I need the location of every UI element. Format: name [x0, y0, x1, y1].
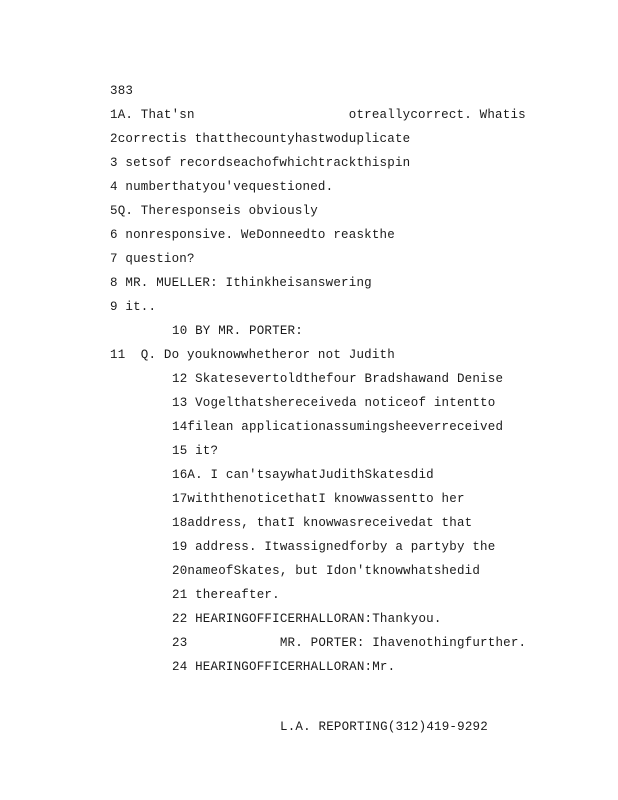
transcript-line-5: 5Q. Theresponseis obviously — [110, 204, 318, 218]
transcript-line-10: 10 BY MR. PORTER: — [172, 324, 303, 338]
transcript-line-16: 16A. I can'tsaywhatJudithSkatesdid — [172, 468, 434, 482]
transcript-line-23: 23 MR. PORTER: Ihavenothingfurther. — [172, 636, 527, 650]
transcript-line-8: 8 MR. MUELLER: Ithinkheisanswering — [110, 276, 372, 290]
transcript-line-7: 7 question? — [110, 252, 195, 266]
transcript-line-13: 13 Vogelthatshereceiveda noticeof intentto — [172, 396, 496, 410]
transcript-line-1: 1A. That'sn otreallycorrect. Whatis — [110, 108, 526, 122]
transcript-line-2: 2correctis thatthecountyhastwoduplicate — [110, 132, 411, 146]
transcript-line-21: 21 thereafter. — [172, 588, 280, 602]
reporter-footer: L.A. REPORTING(312)419-9292 — [280, 720, 488, 734]
transcript-line-15: 15 it? — [172, 444, 219, 458]
transcript-line-3: 3 setsof recordseachofwhichtrackthispin — [110, 156, 411, 170]
transcript-line-12: 12 Skatesevertoldthefour Bradshawand Denise — [172, 372, 504, 386]
transcript-line-9: 9 it.. — [110, 300, 157, 314]
transcript-line-22: 22 HEARINGOFFICERHALLORAN:Thankyou. — [172, 612, 442, 626]
transcript-line-18: 18address, thatI knowwasreceivedat that — [172, 516, 473, 530]
transcript-line-19: 19 address. Itwassignedforby a partyby the — [172, 540, 496, 554]
transcript-line-17: 17withthenoticethatI knowwassentto her — [172, 492, 465, 506]
transcript-line-14: 14filean applicationassumingsheeverreceived — [172, 420, 504, 434]
transcript-line-20: 20nameofSkates, but Idon'tknowwhatshedid — [172, 564, 481, 578]
transcript-line-4: 4 numberthatyou'vequestioned. — [110, 180, 334, 194]
page-number: 383 — [110, 84, 134, 98]
transcript-line-24: 24 HEARINGOFFICERHALLORAN:Mr. — [172, 660, 396, 674]
transcript-line-6: 6 nonresponsive. WeDonneedto reaskthe — [110, 228, 395, 242]
transcript-line-11: 11 Q. Do youknowwhetheror not Judith — [110, 348, 395, 362]
